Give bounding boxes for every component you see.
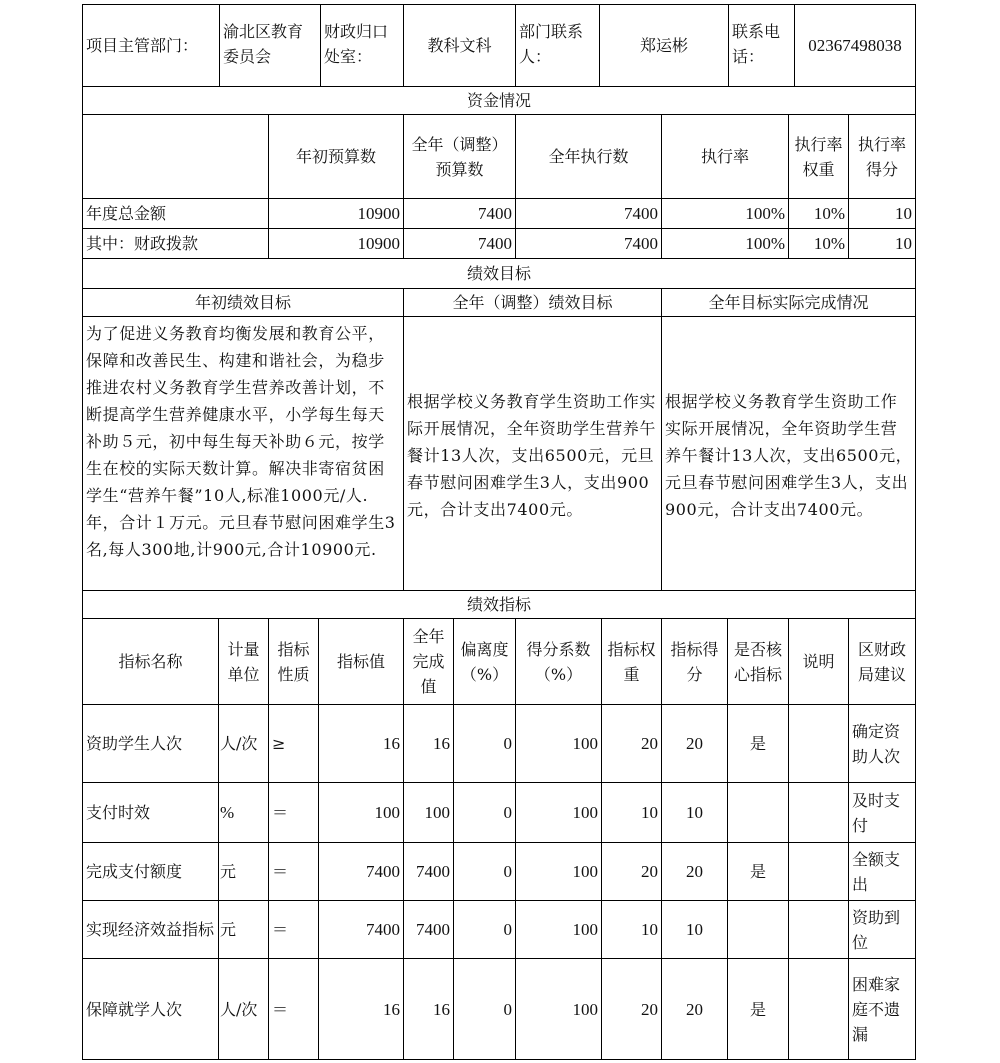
ind-row-value: 7400 — [319, 843, 404, 901]
funds-col-rate: 执行率 — [662, 115, 789, 199]
ind-row-core — [728, 901, 789, 959]
ind-row-nature: ＝ — [269, 901, 319, 959]
phone-value: 02367498038 — [795, 5, 915, 87]
ind-row-deviation: 0 — [454, 783, 516, 843]
ind-col-value: 指标值 — [319, 619, 404, 705]
dept-label: 项目主管部门： — [83, 5, 220, 87]
ind-row-completed: 16 — [404, 705, 454, 783]
funds-col-adjusted: 全年（调整）预算数 — [404, 115, 516, 199]
ind-row-note — [789, 705, 849, 783]
ind-row-advice: 资助到位 — [849, 901, 915, 959]
ind-row-unit: 元 — [219, 843, 269, 901]
ind-row-coef: 100 — [516, 959, 602, 1059]
ind-col-unit: 计量单位 — [219, 619, 269, 705]
goals-actual-text: 根据学校义务教育学生资助工作实际开展情况，全年资助学生营养午餐计13人次，支出6500元，元旦春节慰问困难学生3人，支出900元，合计支出7400元。 — [662, 317, 915, 591]
ind-row-nature: ＝ — [269, 843, 319, 901]
ind-row-name: 实现经济效益指标 — [83, 901, 219, 959]
ind-row-name: 保障就学人次 — [83, 959, 219, 1059]
ind-row-unit: 人/次 — [219, 705, 269, 783]
dept-value: 渝北区教育委员会 — [220, 5, 321, 87]
ind-row-weight: 10 — [602, 783, 662, 843]
ind-row-deviation: 0 — [454, 901, 516, 959]
ind-row-nature: ＝ — [269, 783, 319, 843]
ind-row-core: 是 — [728, 843, 789, 901]
ind-row-weight: 10 — [602, 901, 662, 959]
ind-row-value: 7400 — [319, 901, 404, 959]
funds-col-initial: 年初预算数 — [269, 115, 404, 199]
ind-row-advice: 全额支出 — [849, 843, 915, 901]
ind-row-score: 10 — [662, 783, 728, 843]
ind-row-note — [789, 959, 849, 1059]
ind-row-weight: 20 — [602, 705, 662, 783]
ind-col-nature: 指标性质 — [269, 619, 319, 705]
ind-row-coef: 100 — [516, 783, 602, 843]
ind-row-completed: 7400 — [404, 843, 454, 901]
contact-label: 部门联系人： — [516, 5, 600, 87]
ind-row-note — [789, 901, 849, 959]
ind-col-name: 指标名称 — [83, 619, 219, 705]
funds-row-initial: 10900 — [269, 229, 404, 259]
funds-row-label: 年度总金额 — [83, 199, 269, 229]
funds-row-initial: 10900 — [269, 199, 404, 229]
ind-row-nature: ＝ — [269, 959, 319, 1059]
ind-row-note — [789, 843, 849, 901]
funds-row-adjusted: 7400 — [404, 199, 516, 229]
phone-label: 联系电话： — [729, 5, 795, 87]
ind-row-coef: 100 — [516, 901, 602, 959]
funds-row-label: 其中：财政拨款 — [83, 229, 269, 259]
funds-row-score: 10 — [849, 229, 915, 259]
ind-row-advice: 困难家庭不遗漏 — [852, 974, 901, 1044]
ind-row-name: 完成支付额度 — [83, 843, 219, 901]
ind-row-score: 10 — [662, 901, 728, 959]
funds-col-executed: 全年执行数 — [516, 115, 662, 199]
funds-section-title: 资金情况 — [83, 87, 915, 115]
finance-label: 财政归口处室： — [321, 5, 404, 87]
funds-row-rate: 100% — [662, 229, 789, 259]
ind-row-advice: 及时支付 — [849, 783, 915, 843]
funds-row-weight: 10% — [789, 229, 849, 259]
ind-row-value: 16 — [319, 959, 404, 1059]
ind-row-completed: 7400 — [404, 901, 454, 959]
performance-report-sheet — [82, 4, 916, 1060]
contact-value: 郑运彬 — [600, 5, 729, 87]
ind-row-coef: 100 — [516, 843, 602, 901]
ind-row-deviation: 0 — [454, 959, 516, 1059]
ind-row-unit: % — [219, 783, 269, 843]
ind-row-note — [789, 783, 849, 843]
ind-row-name: 支付时效 — [83, 783, 219, 843]
finance-value: 教科文科 — [404, 5, 516, 87]
funds-header-blank — [83, 115, 269, 199]
ind-row-completed: 16 — [404, 959, 454, 1059]
ind-row-core: 是 — [728, 959, 789, 1059]
ind-row-unit: 人/次 — [219, 959, 269, 1059]
ind-row-core — [728, 783, 789, 843]
funds-row-executed: 7400 — [516, 229, 662, 259]
funds-col-score: 执行率得分 — [849, 115, 915, 199]
ind-col-score: 指标得分 — [662, 619, 728, 705]
funds-col-weight: 执行率权重 — [789, 115, 849, 199]
ind-row-score: 20 — [662, 959, 728, 1059]
ind-col-advice: 区财政局建议 — [849, 619, 915, 705]
ind-row-advice: 确定资助人次 — [849, 705, 915, 783]
ind-row-completed: 100 — [404, 783, 454, 843]
ind-col-coef: 得分系数（%） — [516, 619, 602, 705]
goals-col-initial: 年初绩效目标 — [83, 289, 404, 317]
ind-row-value: 100 — [319, 783, 404, 843]
goals-section-title: 绩效目标 — [83, 259, 915, 289]
funds-row-executed: 7400 — [516, 199, 662, 229]
goals-col-actual: 全年目标实际完成情况 — [662, 289, 915, 317]
ind-row-score: 20 — [662, 705, 728, 783]
ind-row-name: 资助学生人次 — [83, 705, 219, 783]
funds-row-adjusted: 7400 — [404, 229, 516, 259]
indicators-section-title: 绩效指标 — [83, 591, 915, 619]
ind-row-nature: ≥ — [269, 705, 319, 783]
ind-row-score: 20 — [662, 843, 728, 901]
ind-row-weight: 20 — [602, 959, 662, 1059]
ind-row-deviation: 0 — [454, 705, 516, 783]
goals-adjusted-text: 根据学校义务教育学生资助工作实际开展情况，全年资助学生营养午餐计13人次，支出6500元，元旦春节慰问困难学生3人，支出900元，合计支出7400元。 — [404, 317, 662, 591]
funds-row-weight: 10% — [789, 199, 849, 229]
ind-row-value: 16 — [319, 705, 404, 783]
ind-col-deviation: 偏离度（%） — [454, 619, 516, 705]
funds-row-score: 10 — [849, 199, 915, 229]
goals-initial-text: 为了促进义务教育均衡发展和教育公平，保障和改善民生、构建和谐社会，为稳步推进农村义务教育学生营养改善计划，不断提高学生营养健康水平，小学每生每天补助５元，初中每生每天补助６元，按学生在校的实际天数计算。解决非寄宿贫困学生“营养午餐”10人,标准1000元/人.年，合计１万元。元旦春节慰问困难学生3名,每人300地,计900元,合计10900元. — [83, 317, 404, 591]
ind-col-completed: 全年完成值 — [404, 619, 454, 705]
goals-col-adjusted: 全年（调整）绩效目标 — [404, 289, 662, 317]
ind-row-deviation: 0 — [454, 843, 516, 901]
ind-row-core: 是 — [728, 705, 789, 783]
ind-row-coef: 100 — [516, 705, 602, 783]
ind-col-weight: 指标权重 — [602, 619, 662, 705]
funds-row-rate: 100% — [662, 199, 789, 229]
ind-row-weight: 20 — [602, 843, 662, 901]
ind-col-note: 说明 — [789, 619, 849, 705]
ind-row-unit: 元 — [219, 901, 269, 959]
ind-col-core: 是否核心指标 — [728, 619, 789, 705]
